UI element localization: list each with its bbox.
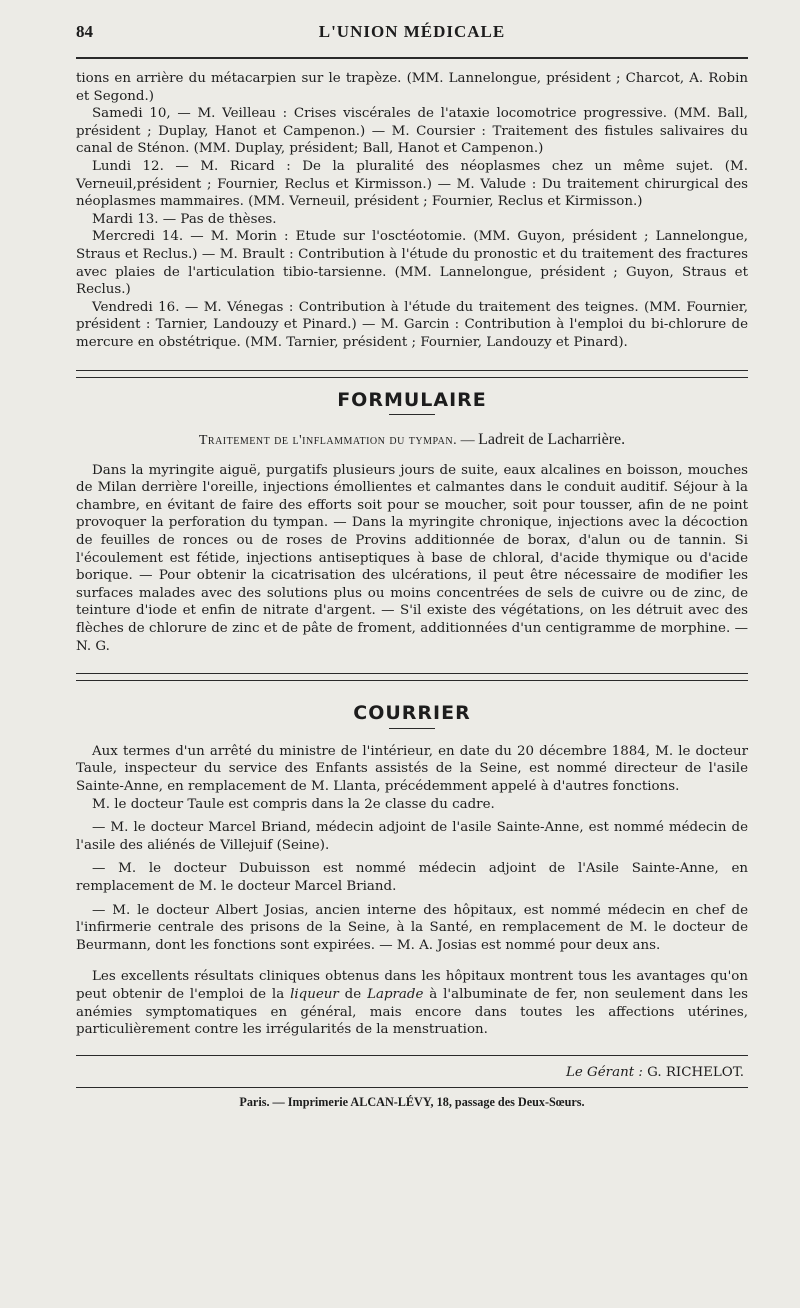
formulaire-title: FORMULAIRE <box>337 388 487 411</box>
courrier-paragraph: — M. le docteur Marcel Briand, médecin adjoint de l'asile Sainte-Anne, est nommé médecin de l'asile des aliénés de Villejuif (Seine). <box>76 820 748 853</box>
notice-laprade: Laprade <box>367 986 424 1002</box>
gerant-label: Le Gérant : <box>565 1064 643 1080</box>
liqueur-laprade-notice <box>76 968 748 1038</box>
notice-liqueur: liqueur <box>290 986 339 1002</box>
journal-title: L'UNION MÉDICALE <box>318 22 506 41</box>
header-rule <box>76 57 748 59</box>
courrier-paragraph: M. le docteur Taule est compris dans la 2e classe du cadre. <box>92 796 495 812</box>
notice-text: Les excellents résultats cliniques obtenus dans les hôpitaux montrent tous les avantages qu'on peut obtenir de l'emploi de la <box>76 969 748 1002</box>
page-number: 84 <box>76 22 93 41</box>
thesis-paragraph: Vendredi 16. — M. Vénegas : Contribution à l'étude du traitement des teignes. (MM. Fournier, président : Tarnier, Landouzy et Pinard.) — M. Garcin : Contribution à l'emploi du bi-chlorure de mercure en obstétrique. (MM. Tarnier, président ; Fournier, Landouzy et Pinard). <box>76 299 748 350</box>
gerant-name: G. RICHELOT. <box>642 1064 744 1080</box>
running-head <box>76 22 748 46</box>
formulaire-body: Dans la myringite aiguë, purgatifs plusieurs jours de suite, eaux alcalines en boisson, mouches de Milan derrière l'oreille, injections émollientes et calmantes dans le conduit auditif. Séjour à la chambre, en évitant de faire des efforts soit pour se moucher, soit pour tousser, afin de ne point provoquer la perforation du tympan. — Dans la myringite chronique, injections avec la décoction de feuilles de ronces ou de roses de Provins additionnée de borax, d'alun ou de tannin. Si l'écoulement est fétide, injections antiseptiques à base de chloral, d'acide thymique ou d'acide borique. — Pour obtenir la cicatrisation des ulcérations, il peut être nécessaire de modifier les surfaces malades avec des solutions plus ou moins concentrées de sels de cuivre ou de zinc, de teinture d'iode et enfin de nitrate d'argent. — S'il existe des végétations, on les détruit avec des flèches de chlorure de zinc et de pâte de froment, additionnées d'un centigramme de morphine. — N. G. <box>76 462 748 654</box>
courrier-paragraph: Aux termes d'un arrêté du ministre de l'intérieur, en date du 20 décembre 1884, M. le docteur Taule, inspecteur du service des Enfants assistés de la Seine, est nommé directeur de l'asile Sainte-Anne, en remplacement de M. Llanta, précédemment appelé à d'autres fonctions. <box>76 743 748 794</box>
gerant-line <box>76 1064 748 1082</box>
formulaire-section <box>76 388 748 656</box>
formulaire-subheading <box>76 431 748 450</box>
theses-section <box>76 70 748 352</box>
thesis-paragraph: Samedi 10, — M. Veilleau : Crises viscérales de l'ataxie locomotrice progressive. (MM. Ball, président ; Duplay, Hanot et Campenon.) — M. Coursier : Traitement des fistules salivaires du canal de Sténon. (MM. Duplay, président; Ball, Hanot et Campenon.) <box>76 106 748 157</box>
courrier-paragraph: — M. le docteur Dubuisson est nommé médecin adjoint de l'Asile Sainte-Anne, en remplacement de M. le docteur Marcel Briand. <box>76 861 748 894</box>
notice-text: à l'albuminate de fer, non seulement dans les anémies symptomatiques en général, mais encore dans toutes les affections utérines, particulièrement contre les irrégularités de la menstruation. <box>76 986 748 1038</box>
section-divider <box>76 673 748 681</box>
section-divider <box>76 370 748 378</box>
notice-text: de <box>338 986 368 1002</box>
page-content <box>76 70 748 1112</box>
thesis-paragraph: Mardi 13. — Pas de thèses. <box>92 211 277 227</box>
printer-imprint: Paris. — Imprimerie ALCAN-LÉVY, 18, passage des Deux-Sœurs. <box>239 1095 585 1110</box>
thesis-paragraph: Lundi 12. — M. Ricard : De la pluralité des néoplasmes chez un même sujet. (M. Verneuil,président ; Fournier, Reclus et Kirmisson.) — M. Valude : Du traitement chirurgical des néoplasmes mammaires. (MM. Verneuil, président ; Fournier, Reclus et Kirmisson.) <box>76 158 748 210</box>
subtitle-dash: — <box>457 433 479 449</box>
formulaire-author: Ladreit de Lacharrière. <box>478 431 626 449</box>
thesis-paragraph: tions en arrière du métacarpien sur le trapèze. (MM. Lannelongue, président ; Charcot, A. Robin et Segond.) <box>76 71 748 104</box>
formulaire-subtitle: Traitement de l'inflammation du tympan. <box>198 433 458 449</box>
courrier-section <box>76 702 748 1039</box>
courrier-title: COURRIER <box>353 702 471 725</box>
courrier-paragraph: — M. le docteur Albert Josias, ancien interne des hôpitaux, est nommé médecin en chef de l'infirmerie centrale des prisons de la Seine, à la Santé, en remplacement de M. le docteur de Beurmann, dont les fonctions sont expirées. — M. A. Josias est nommé pour deux ans. <box>76 902 748 953</box>
thesis-paragraph: Mercredi 14. — M. Morin : Etude sur l'osctéotomie. (MM. Guyon, président ; Lannelongue, Straus et Reclus.) — M. Brault : Contribution à l'étude du pronostic et du traitement des fractures avec plaies de l'articulation tibio-tarsienne. (MM. Lannelongue, président ; Guyon, Straus et Reclus.) <box>76 229 748 298</box>
